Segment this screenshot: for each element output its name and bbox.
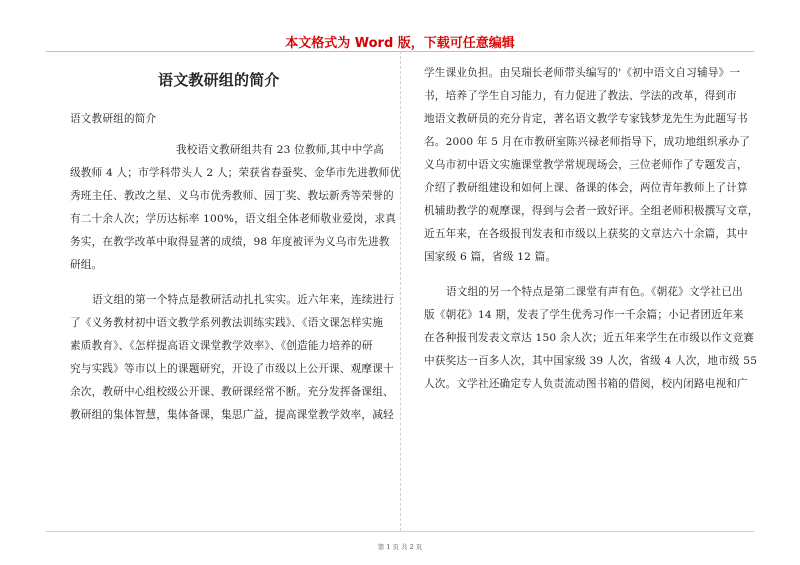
text-line: 地语文教研员的充分肯定，著名语文教学专家钱梦龙先生为此题写书 xyxy=(424,113,748,125)
page-number: 第 1 页 共 2 页 xyxy=(377,543,423,551)
text-line: 了《义务教材初中语文教学系列教法训练实践》、《语文课怎样实施 xyxy=(70,317,384,329)
text-line: 务实，在教学改革中取得显著的成绩，98 年度被评为义乌市先进教 xyxy=(70,236,390,248)
text-line: 教研组的集体智慧，集体备课，集思广益，提高课堂教学效率，减轻 xyxy=(70,409,394,421)
text-line: 中获奖达一百多人次，其中国家级 39 人次，省级 4 人次，地市级 55 xyxy=(424,355,758,367)
text-line: 介绍了教研组建设和如何上课、备课的体会，两位青年教师上了计算 xyxy=(424,182,748,194)
text-line: 我校语文教研组共有 23 位教师,其中中学高 xyxy=(176,144,385,156)
format-banner: 本文格式为 Word 版，下载可任意编辑 xyxy=(285,36,515,51)
text-line: 义乌市初中语文实施课堂教学常规现场会，三位老师作了专题发言， xyxy=(424,159,748,171)
text-line: 机辅助教学的观摩课，得到与会者一致好评。全组老师积极撰写文章， xyxy=(424,205,759,217)
text-line: 人次。文学社还确定专人负责流动图书箱的借阅，校内闭路电视和广 xyxy=(424,378,748,390)
text-line: 语文组的第一个特点是教研活动扎扎实实。近六年来，连续进行 xyxy=(92,294,395,306)
document-title: 语文教研组的简介 xyxy=(158,71,280,89)
paragraph xyxy=(424,281,758,396)
paragraph xyxy=(70,289,396,427)
right-body xyxy=(424,62,759,396)
section-subtitle: 语文教研组的简介 xyxy=(70,113,157,125)
text-line: 究与实践》等市以上的课题研究，开设了市级以上公开课、观摩课十 xyxy=(70,363,394,375)
paragraph xyxy=(70,139,401,277)
text-line: 近五年来，在各级报刊发表和市级以上获奖的文章达六十余篇，其中 xyxy=(424,228,748,240)
text-line: 研组。 xyxy=(70,259,103,271)
footer-rule xyxy=(46,531,754,532)
text-line: 级教师 4 人；市学科带头人 2 人；荣获省春蚕奖、金华市先进教师优 xyxy=(70,167,401,179)
text-line: 名。2000 年 5 月在市教研室陈兴禄老师指导下，成功地组织承办了 xyxy=(424,136,751,148)
text-line: 余次，教研中心组校级公开课、教研课经常不断。充分发挥备课组、 xyxy=(70,386,394,398)
left-column xyxy=(70,62,401,439)
right-column xyxy=(424,62,759,408)
paragraph xyxy=(424,62,759,269)
text-line: 国家级 6 篇，省级 12 篇。 xyxy=(424,251,557,263)
text-line: 版《朝花》14 期，发表了学生优秀习作一千余篇；小记者团近年来 xyxy=(424,309,744,321)
text-line: 秀班主任、教改之星、义乌市优秀教师、园丁奖、教坛新秀等荣誉的 xyxy=(70,190,394,202)
text-line: 素质教育》、《怎样提高语文课堂教学效率》、《创造能力培养的研 xyxy=(70,340,373,352)
text-line: 学生课业负担。由吴瑞长老师带头编写的'《初中语文自习辅导》一 xyxy=(424,67,741,79)
left-body xyxy=(70,139,401,427)
column-divider xyxy=(400,51,401,531)
text-line: 书，培养了学生自习能力，有力促进了教法、学法的改革，得到市 xyxy=(424,90,738,102)
text-line: 在各种报刊发表文章达 150 余人次；近五年来学生在市级以作文竞赛 xyxy=(424,332,755,344)
text-line: 语文组的另一个特点是第二课堂有声有色。《朝花》文学社已出 xyxy=(446,286,743,298)
text-line: 有二十余人次；学历达标率 100%，语文组全体老师敬业爱岗，求真 xyxy=(70,213,397,225)
